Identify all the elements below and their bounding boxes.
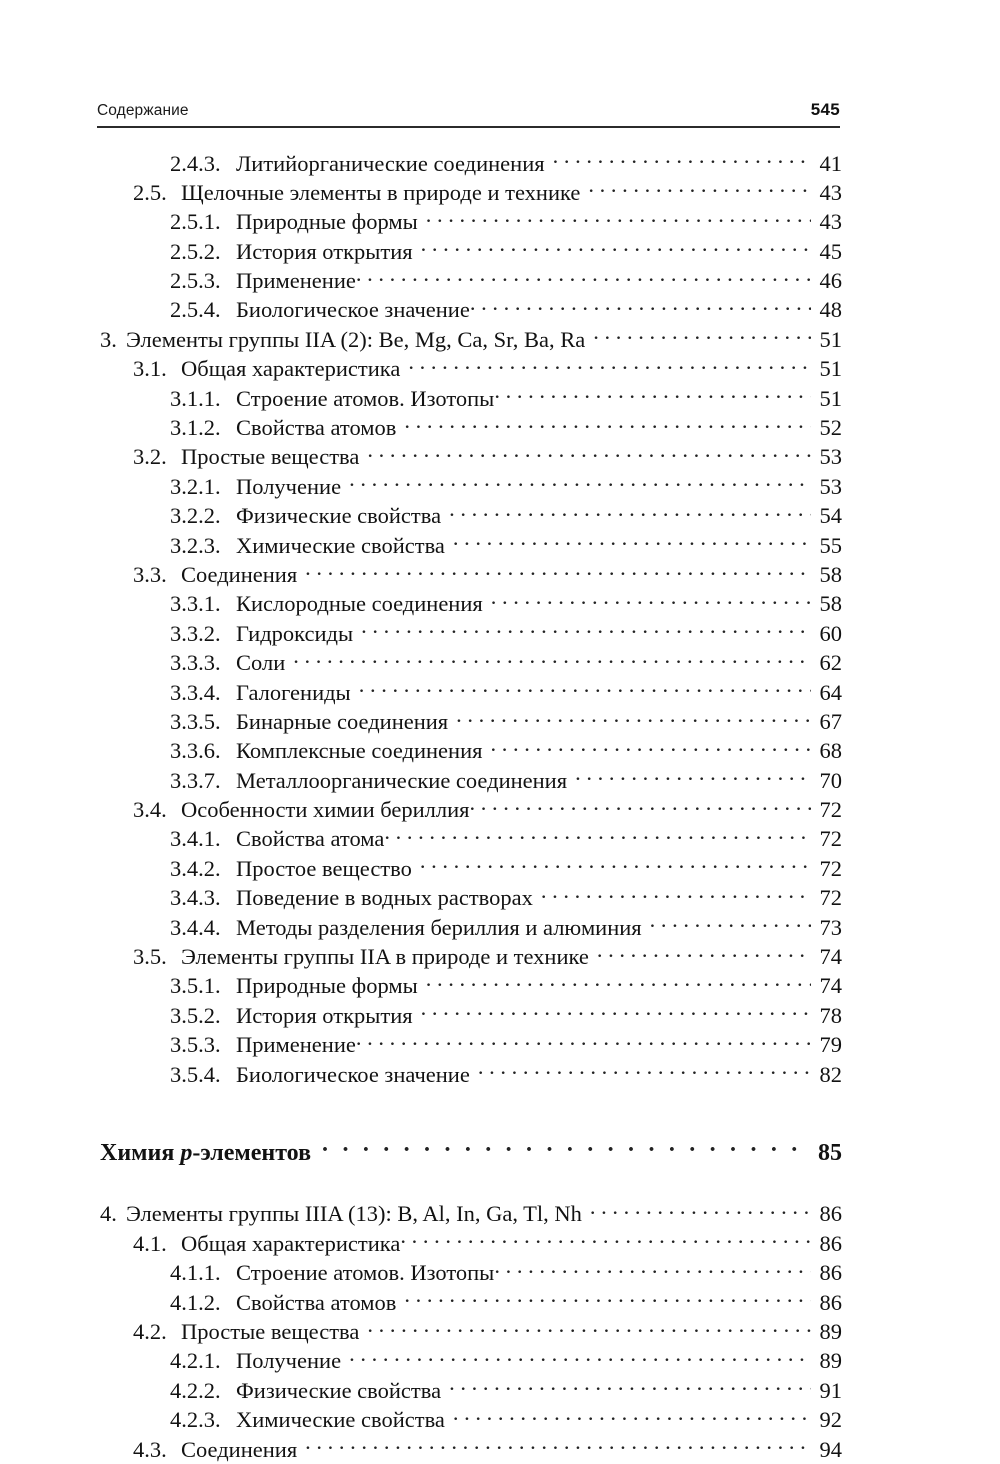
toc-entry-page: 46	[819, 268, 842, 294]
toc-entry-title: Элементы группы IIA в природе и технике	[181, 944, 589, 970]
toc-entry-number: 3.4.3.	[170, 885, 221, 911]
toc-entry-page: 94	[819, 1436, 842, 1462]
toc-dot-leader	[449, 1375, 811, 1398]
toc-entry[interactable]	[97, 1287, 842, 1316]
toc-entry-number: 3.5.3.	[170, 1032, 221, 1058]
toc-dot-leader	[541, 883, 811, 906]
toc-dot-leader	[494, 383, 811, 406]
toc-entry-page: 58	[819, 561, 842, 587]
toc-dot-leader	[491, 589, 811, 612]
toc-entry-page: 51	[819, 385, 842, 411]
toc-dot-leader	[359, 677, 811, 700]
toc-entry-page: 41	[819, 150, 842, 176]
toc-entry-title: Особенности химии бериллия	[181, 797, 470, 823]
toc-entry-number: 4.2.3.	[170, 1407, 221, 1433]
toc-entry-number: 2.5.1.	[170, 209, 221, 235]
toc-entry[interactable]	[97, 442, 842, 471]
toc-entry-page: 68	[819, 738, 842, 764]
toc-entry-page: 48	[819, 297, 842, 323]
toc-entry[interactable]	[97, 618, 842, 647]
toc-entry-page: 52	[819, 415, 842, 441]
toc-entry-title: Элементы группы IIA (2): Be, Mg, Ca, Sr, Ba, Ra	[126, 326, 586, 352]
toc-dot-leader	[361, 618, 811, 641]
toc-entry-title: Общая характеристика	[181, 356, 401, 382]
toc-entry-title: Комплексные соединения	[236, 738, 483, 764]
toc-entry-page: 92	[819, 1407, 842, 1433]
toc-entry-title: История открытия	[236, 238, 413, 264]
toc-entry-number: 2.5.	[133, 179, 167, 205]
toc-entry-page: 89	[819, 1318, 842, 1344]
toc-entry-page: 86	[819, 1289, 842, 1315]
toc-entry-title: Гидроксиды	[236, 620, 354, 646]
toc-part-heading[interactable]	[97, 1136, 842, 1165]
part-heading-suffix: -элементов	[192, 1139, 312, 1166]
toc-dot-leader	[597, 942, 811, 965]
page-number: 545	[810, 100, 840, 119]
toc-dot-leader	[421, 1000, 811, 1023]
toc-entry-number: 2.5.2.	[170, 238, 221, 264]
toc-entry-number: 3.5.1.	[170, 973, 221, 999]
toc-entry-title: Природные формы	[236, 209, 418, 235]
toc-entry-title: Биологическое значение	[236, 1061, 470, 1087]
toc-dot-leader	[305, 1434, 811, 1457]
toc-entry-page: 72	[819, 885, 842, 911]
toc-entry-number: 2.5.3.	[170, 268, 221, 294]
toc-dot-leader	[349, 471, 811, 494]
toc-entry-number: 3.4.2.	[170, 855, 221, 881]
toc-entry[interactable]	[97, 501, 842, 530]
toc-entry-title: Поведение в водных растворах	[236, 885, 533, 911]
toc-entry-title: Элементы группы IIIA (13): B, Al, In, Ga, Tl, Nh	[126, 1201, 582, 1227]
toc-entry-title: Галогениды	[236, 679, 351, 705]
toc-dot-leader	[456, 706, 811, 729]
toc-dot-leader	[478, 1059, 811, 1082]
toc-entry[interactable]	[97, 207, 842, 236]
toc-entry-title: Свойства атомов	[236, 1289, 397, 1315]
toc-dot-leader	[367, 1316, 811, 1339]
toc-entry[interactable]	[97, 971, 842, 1000]
toc-dot-leader	[426, 207, 811, 230]
toc-entry-number: 3.3.3.	[170, 650, 221, 676]
toc-entry-page: 62	[819, 650, 842, 676]
toc-dot-leader	[349, 1346, 811, 1369]
toc-entry[interactable]	[97, 1316, 842, 1345]
toc-entry-title: Простые вещества	[181, 1318, 360, 1344]
toc-entry[interactable]	[97, 706, 842, 735]
toc-entry-title: Химические свойства	[236, 1407, 445, 1433]
toc-entry-number: 3.4.1.	[170, 826, 221, 852]
toc-entry-title: Применение	[236, 1032, 356, 1058]
toc-entry[interactable]	[97, 1059, 842, 1088]
toc-entry-number: 3.3.1.	[170, 591, 221, 617]
toc-entry-title: Получение	[236, 473, 342, 499]
toc-entry-number: 4.3.	[133, 1436, 167, 1462]
toc-entry-title: Методы разделения бериллия и алюминия	[236, 914, 642, 940]
toc-entry-page: 91	[819, 1377, 842, 1403]
toc-entry-number: 4.1.2.	[170, 1289, 221, 1315]
toc-dot-leader	[426, 971, 811, 994]
toc-entry-title: Свойства атома	[236, 826, 385, 852]
toc-entry-page: 53	[819, 444, 842, 470]
toc-entry-page: 45	[819, 238, 842, 264]
toc-entry-page: 78	[819, 1002, 842, 1028]
toc-entry-number: 4.2.	[133, 1318, 167, 1344]
toc-entry-page: 72	[819, 826, 842, 852]
toc-entry-page: 43	[819, 179, 842, 205]
toc-entry-page: 43	[819, 209, 842, 235]
toc-entry[interactable]	[97, 413, 842, 442]
toc-entry-number: 3.3.7.	[170, 767, 221, 793]
toc-dot-leader	[384, 824, 811, 847]
toc-entry[interactable]	[97, 177, 842, 206]
toc-entry[interactable]	[97, 765, 842, 794]
toc-entry-page: 67	[819, 708, 842, 734]
toc-entry-title: Природные формы	[236, 973, 418, 999]
toc-entry-number: 3.	[100, 326, 117, 352]
toc-entry[interactable]	[97, 677, 842, 706]
header-rule	[97, 126, 840, 128]
toc-entry-number: 3.3.6.	[170, 738, 221, 764]
toc-dot-leader	[356, 1030, 811, 1053]
part-heading-spacer-bottom	[97, 1165, 842, 1199]
toc-entry[interactable]	[97, 266, 842, 295]
toc-entry-title: Щелочные элементы в природе и технике	[181, 179, 581, 205]
toc-entry-number: 4.1.1.	[170, 1260, 221, 1286]
toc-entry-page: 89	[819, 1348, 842, 1374]
toc-entry[interactable]	[97, 1228, 842, 1257]
toc-entry[interactable]	[97, 1199, 842, 1228]
toc-dot-leader	[400, 1228, 811, 1251]
toc-dot-leader	[449, 501, 811, 524]
toc-entry-page: 53	[819, 473, 842, 499]
toc-entry-title: Общая характеристика	[181, 1230, 401, 1256]
toc-entry-number: 4.2.1.	[170, 1348, 221, 1374]
table-of-contents	[97, 148, 842, 1463]
toc-entry-title: Простое вещество	[236, 855, 412, 881]
toc-entry-number: 4.	[100, 1201, 117, 1227]
toc-entry[interactable]	[97, 942, 842, 971]
toc-entry-title: Литийорганические соединения	[236, 150, 545, 176]
toc-entry[interactable]	[97, 589, 842, 618]
toc-entry[interactable]	[97, 148, 842, 177]
toc-entry-title: Свойства атомов	[236, 415, 397, 441]
toc-dot-leader	[494, 1258, 811, 1281]
toc-entry-number: 3.2.3.	[170, 532, 221, 558]
toc-entry-page: 54	[819, 503, 842, 529]
toc-entry-number: 4.1.	[133, 1230, 167, 1256]
toc-entry-page: 72	[819, 797, 842, 823]
toc-entry-title: История открытия	[236, 1002, 413, 1028]
toc-dot-leader	[590, 1199, 811, 1222]
toc-entry-title: Физические свойства	[236, 503, 442, 529]
toc-entry[interactable]	[97, 736, 842, 765]
toc-dot-leader	[367, 442, 811, 465]
toc-entry-number: 3.3.2.	[170, 620, 221, 646]
toc-entry-title: Металлоорганические соединения	[236, 767, 568, 793]
toc-entry-title: Бинарные соединения	[236, 708, 449, 734]
toc-entry-number: 3.5.4.	[170, 1061, 221, 1087]
toc-entry[interactable]	[97, 1434, 842, 1463]
toc-entry-page: 58	[819, 591, 842, 617]
toc-dot-leader	[453, 530, 811, 553]
toc-entry-page: 55	[819, 532, 842, 558]
toc-entry-title: Получение	[236, 1348, 342, 1374]
toc-entry-page: 72	[819, 855, 842, 881]
toc-entry-title: Применение	[236, 268, 356, 294]
toc-entry-number: 3.3.4.	[170, 679, 221, 705]
toc-entry[interactable]	[97, 471, 842, 500]
toc-entry-page: 73	[819, 914, 842, 940]
part-heading-word: Химия	[100, 1139, 175, 1166]
toc-entry-number: 3.1.	[133, 356, 167, 382]
toc-entry-page: 74	[819, 973, 842, 999]
toc-entry-page: 64	[819, 679, 842, 705]
toc-entry-page: 51	[819, 326, 842, 352]
toc-entry-title: Простые вещества	[181, 444, 360, 470]
toc-entry[interactable]	[97, 883, 842, 912]
toc-dot-leader	[470, 295, 811, 318]
toc-dot-leader	[553, 148, 811, 171]
toc-entry-title: Соли	[236, 650, 286, 676]
toc-entry-title: Кислородные соединения	[236, 591, 483, 617]
toc-entry-page: 86	[819, 1230, 842, 1256]
toc-entry[interactable]	[97, 295, 842, 324]
toc-entry-page: 51	[819, 356, 842, 382]
toc-dot-leader	[453, 1405, 811, 1428]
toc-part-heading-page: 85	[818, 1139, 842, 1166]
toc-entry[interactable]	[97, 354, 842, 383]
toc-entry[interactable]	[97, 1375, 842, 1404]
toc-entry-page: 70	[819, 767, 842, 793]
toc-dot-leader	[404, 1287, 811, 1310]
toc-entry[interactable]	[97, 324, 842, 353]
toc-entry-title: Физические свойства	[236, 1377, 442, 1403]
toc-entry-number: 3.5.	[133, 944, 167, 970]
toc-entry[interactable]	[97, 1346, 842, 1375]
toc-dot-leader	[593, 324, 811, 347]
toc-dot-leader	[356, 266, 811, 289]
toc-dot-leader	[650, 912, 811, 935]
toc-entry[interactable]	[97, 559, 842, 588]
toc-dot-leader	[404, 413, 811, 436]
toc-part-dot-leader	[322, 1136, 811, 1160]
toc-entry[interactable]	[97, 648, 842, 677]
running-header-title: Содержание	[97, 102, 189, 119]
running-header	[97, 100, 840, 124]
toc-entry-number: 3.1.2.	[170, 415, 221, 441]
toc-entry[interactable]	[97, 1405, 842, 1434]
toc-entry-number: 4.2.2.	[170, 1377, 221, 1403]
toc-entry-page: 86	[819, 1260, 842, 1286]
toc-dot-leader	[305, 559, 811, 582]
toc-part-heading-title	[100, 1139, 311, 1168]
toc-entry-page: 60	[819, 620, 842, 646]
toc-entry[interactable]	[97, 383, 842, 412]
toc-entry-number: 3.2.	[133, 444, 167, 470]
toc-dot-leader	[421, 236, 811, 259]
toc-entry[interactable]	[97, 1258, 842, 1287]
toc-entry-title: Биологическое значение	[236, 297, 470, 323]
toc-entry-number: 3.2.1.	[170, 473, 221, 499]
toc-entry-title: Соединения	[181, 1436, 298, 1462]
toc-entry[interactable]	[97, 912, 842, 941]
toc-entry-number: 3.3.	[133, 561, 167, 587]
toc-entry[interactable]	[97, 824, 842, 853]
part-heading-spacer-top	[97, 1089, 842, 1136]
toc-entry-title: Строение атомов. Изотопы	[236, 385, 495, 411]
toc-entry-number: 3.5.2.	[170, 1002, 221, 1028]
toc-dot-leader	[588, 177, 811, 200]
toc-entry[interactable]	[97, 853, 842, 882]
toc-entry-page: 74	[819, 944, 842, 970]
toc-entry[interactable]	[97, 1030, 842, 1059]
toc-entry-title: Химические свойства	[236, 532, 445, 558]
toc-entry-number: 3.3.5.	[170, 708, 221, 734]
toc-entry-page: 82	[819, 1061, 842, 1087]
toc-entry-number: 3.2.2.	[170, 503, 221, 529]
toc-entry[interactable]	[97, 236, 842, 265]
toc-entry-page: 79	[819, 1032, 842, 1058]
toc-entry-title: Соединения	[181, 561, 298, 587]
toc-dot-leader	[575, 765, 811, 788]
toc-entry-number: 2.5.4.	[170, 297, 221, 323]
toc-dot-leader	[408, 354, 811, 377]
toc-entry-page: 86	[819, 1201, 842, 1227]
toc-entry-number: 3.4.4.	[170, 914, 221, 940]
toc-entry[interactable]	[97, 530, 842, 559]
toc-dot-leader	[490, 736, 811, 759]
toc-entry-title: Строение атомов. Изотопы	[236, 1260, 495, 1286]
part-heading-italic-symbol: p	[180, 1139, 193, 1166]
toc-entry-number: 3.1.1.	[170, 385, 221, 411]
toc-entry-number: 2.4.3.	[170, 150, 221, 176]
toc-dot-leader	[293, 648, 811, 671]
toc-entry[interactable]	[97, 1000, 842, 1029]
toc-entry-number: 3.4.	[133, 797, 167, 823]
toc-dot-leader	[420, 853, 811, 876]
toc-entry[interactable]	[97, 795, 842, 824]
toc-dot-leader	[470, 795, 811, 818]
